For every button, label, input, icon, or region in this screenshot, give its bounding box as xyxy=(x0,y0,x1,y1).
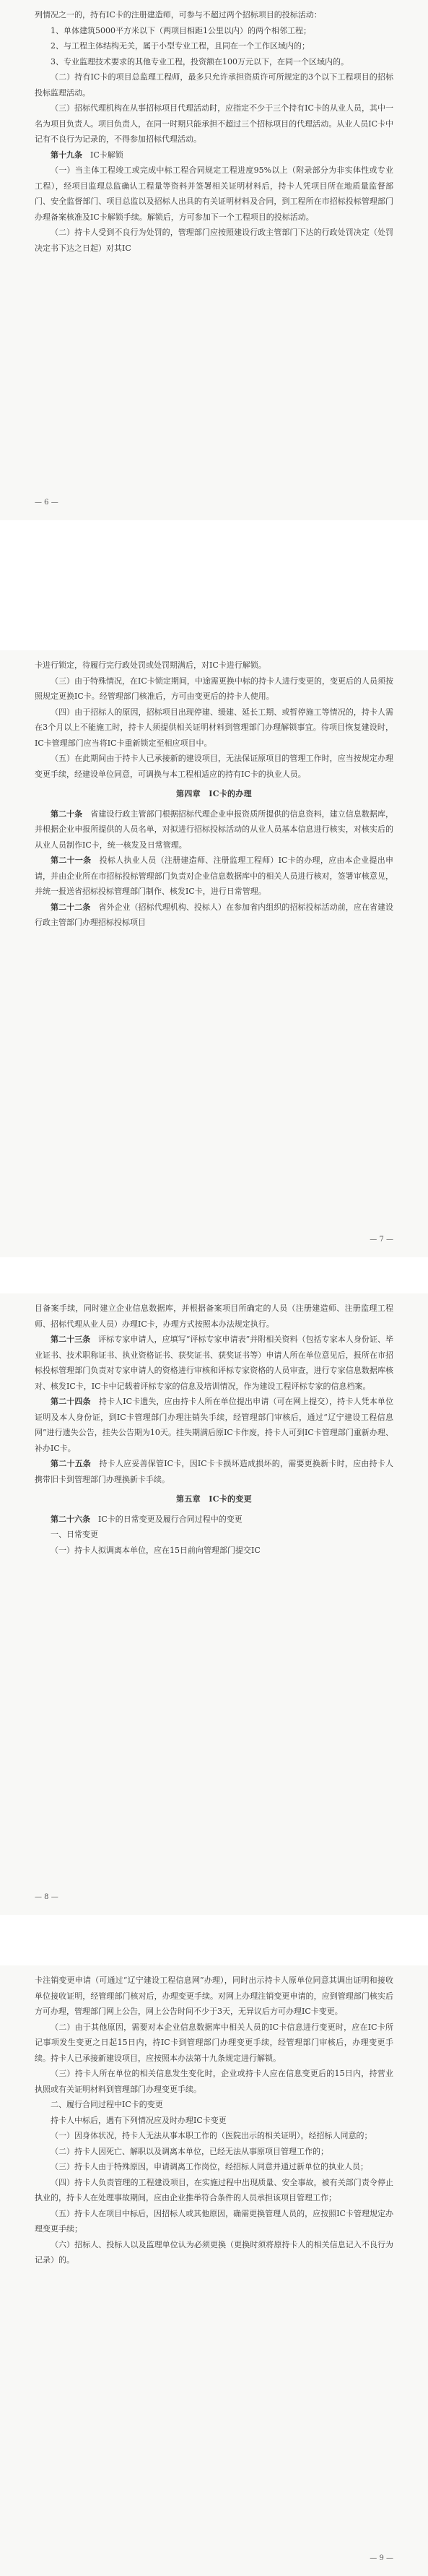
article-number: 第二十五条 xyxy=(51,1459,92,1468)
paragraph-text: IC卡的日常变更及履行合同过程中的变更 xyxy=(98,1514,243,1524)
article-number: 第十九条 xyxy=(51,150,82,160)
paragraph-text: （一）因身体状况，持卡人无法从事本职工作的（医院出示的相关证明），经招标人同意的； xyxy=(51,2131,372,2140)
article-paragraph xyxy=(35,900,393,931)
paragraph-text: 列情况之一的，持有IC卡的注册建造师，可参与不超过两个招标项目的投标活动： xyxy=(35,10,322,20)
paragraph-text: 目备案手续，同时建立企业信息数据库，并根据备案项目所确定的人员（注册建造师、注册监理工程师、招标代理从业人员）办理IC卡，办理方式按照本办法规定执行。 xyxy=(35,1304,393,1329)
paragraph xyxy=(35,7,393,23)
paragraph-text: （六）招标人、投标人以及监理单位认为必须更换（更换时须将原持卡人的相关信息记入不良行为记录）的。 xyxy=(35,2239,393,2265)
page-number: — 8 — xyxy=(35,1892,58,1901)
paragraph xyxy=(35,2097,393,2113)
paragraph xyxy=(35,751,393,782)
paragraph xyxy=(35,2159,393,2175)
paragraph xyxy=(35,2237,393,2268)
paragraph-text: （三）招标代理机构在从事招标项目代理活动时，应指定不少于三个持有IC卡的从业人员，其中一名为项目负责人。项目负责人，在同一时期只能承担不超过三个招标项目的代理活动。从业人员IC卡中记有不良行为记录的，不得参加招标代理活动。 xyxy=(35,103,393,144)
paragraph xyxy=(35,705,393,751)
paragraph xyxy=(35,23,393,39)
paragraph xyxy=(35,673,393,705)
article-number: 第二十一条 xyxy=(51,856,92,865)
document-page xyxy=(0,0,428,520)
paragraph xyxy=(35,658,393,673)
paragraph-text: （三）持卡人所在单位的相关信息发生变化时，企业或持卡人应在信息变更后的15日内，持营业执照或有关证明材料到管理部门办理变更手续。 xyxy=(35,2069,393,2094)
paragraph xyxy=(35,100,393,147)
page-number: — 6 — xyxy=(35,498,58,507)
paragraph-text: （一）当主体工程竣工或完成中标工程合同规定工程进度95%以上（附录部分为非实体性或专业工程），经项目监理总监确认工程量等资料并签署相关证明材料后，持卡人凭项目所在地质量监督部门、安全监督部门、项目总监以及招标人出具的有关证明材料及合同，到工程所在市招标投标管理部门办理备案核准及IC卡解锁手续。解锁后，方可参加下一个工程项目的投标活动。 xyxy=(35,165,393,222)
page-number: — 7 — xyxy=(370,1235,393,1244)
article-number: 第二十三条 xyxy=(51,1335,91,1344)
paragraph xyxy=(35,69,393,100)
page-gap xyxy=(0,1915,428,1965)
document-page xyxy=(0,1293,428,1915)
paragraph xyxy=(35,1543,393,1559)
paragraph xyxy=(35,1527,393,1543)
paragraph xyxy=(35,2020,393,2067)
paragraph xyxy=(35,1973,393,2020)
paragraph xyxy=(35,2113,393,2129)
paragraph-text: （三）持卡人由于特殊原因，申请调离工作岗位，经招标人同意并通过新单位的执业人员； xyxy=(51,2162,368,2171)
paragraph xyxy=(35,2144,393,2160)
paragraph xyxy=(35,54,393,70)
paragraph-text: （五）在此期间由于持卡人已承接新的建设项目，无法保证原项目的管理工作时，应当按规定办理变更手续，经建设单位同意，可调换与本工程相适应的持有IC卡的执业人员。 xyxy=(35,754,393,779)
paragraph xyxy=(35,2206,393,2237)
chapter-heading: 第五章 IC卡的变更 xyxy=(176,1494,252,1504)
article-paragraph xyxy=(35,806,393,853)
page-gap xyxy=(0,520,428,650)
article-number: 第二十六条 xyxy=(51,1514,90,1524)
paragraph-text: 3、专业监理技术要求的其他专业工程，投资额在100万元以下，在同一个区域内的。 xyxy=(51,56,349,66)
paragraph-text: （二）持有IC卡的项目总监理工程师，最多只允许承担资质许可所规定的3个以下工程项目的招标投标监理活动。 xyxy=(35,72,393,98)
article-number: 第二十二条 xyxy=(51,902,91,912)
paragraph xyxy=(35,1301,393,1332)
paragraph xyxy=(35,163,393,225)
paragraph-text: 二、履行合同过程中IC卡的变更 xyxy=(51,2100,163,2109)
paragraph-text: IC卡解锁 xyxy=(90,150,123,160)
article-paragraph xyxy=(35,1512,393,1528)
paragraph-text: （一）持卡人拟调离本单位，应在15日前向管理部门提交IC xyxy=(51,1545,261,1555)
paragraph xyxy=(35,225,393,256)
paragraph-text: 2、与工程主体结构无关，属于小型专业工程，且同在一个工作区域内的； xyxy=(51,41,310,51)
article-paragraph xyxy=(35,853,393,900)
article-paragraph xyxy=(35,1456,393,1487)
article-paragraph xyxy=(35,1332,393,1394)
article-paragraph xyxy=(35,1394,393,1456)
paragraph-text: 评标专家申请人，应填写“评标专家申请表”并附相关资料（包括专家本人身份证、毕业证书、技术职称证书、执业资格证书、获奖证书、获奖证书等）申请人所在单位意见后，报所在市招标投标管理部门负责对专家申请人的资格进行审核和评标专家资格的人员审查，进行专家信息数据库核对、核发IC卡，IC卡中记载着评标专家的信息及培训情况，作为建设工程评标专家的信息档案。 xyxy=(35,1335,394,1391)
paragraph-text: （二）持卡人受到不良行为处罚的，管理部门应按照建设行政主管部门下达的行政处罚决定（处罚决定书下达之日起）对其IC xyxy=(35,228,393,253)
paragraph-text: 持卡人中标后，遇有下列情况应及时办理IC卡变更 xyxy=(51,2115,227,2125)
paragraph xyxy=(35,2066,393,2097)
article-number: 第二十四条 xyxy=(51,1397,91,1406)
paragraph-text: 卡进行锁定，待履行完行政处罚或处罚期满后，对IC卡进行解锁。 xyxy=(35,660,266,670)
paragraph-text: 1、单体建筑5000平方米以下（两项目相距1公里以内）的两个相邻工程； xyxy=(51,25,311,35)
paragraph-text: （三）由于特殊情况，在IC卡锁定期间，中途需更换中标的持卡人进行变更的，变更后的人员须按照规定更换IC卡。经管理部门核准后，方可由变更后的持卡人使用。 xyxy=(35,676,393,701)
paragraph-text: （二）由于其他原因，需要对本企业信息数据库中相关人员的IC卡信息进行变更时，应在IC卡所记事项发生变更之日起15日内，持IC卡到管理部门办理变更手续，经管理部门审核后，办理变更手续。持卡人已承接新建设项目，应按照本办法第十九条规定进行解锁。 xyxy=(35,2022,393,2063)
chapter-heading: 第四章 IC卡的办理 xyxy=(176,789,252,798)
article-number: 第二十条 xyxy=(51,809,83,819)
paragraph-text: 持卡人应妥善保管IC卡，因IC卡卡损坏造成损坏的，需要更换新卡时，应由持卡人携带旧卡到管理部门办理换新卡手续。 xyxy=(35,1459,393,1484)
paragraph-text: （五）持卡人在项目中标后，因招标人或其他原因，确需更换管理人员的，应按照IC卡管理规定办理变更手续； xyxy=(35,2208,393,2233)
page-number: — 9 — xyxy=(370,2554,393,2562)
document-page xyxy=(0,1965,428,2576)
paragraph-text: 持卡人IC卡遗失，应由持卡人所在单位提出申请（可在网上提交），持卡人凭本单位证明及本人身份证，到IC卡管理部门办理注销失手续，经管理部门审核后，通过“辽宁建设工程信息网”进行遗失公告，挂失公告期为10天。挂失期满后原IC卡作废，持卡人可到IC卡管理部门重新办理、补办IC卡。 xyxy=(35,1397,394,1453)
paragraph-text: （四）持卡人负责管理的工程建设项目，在实施过程中出现质量、安全事故，被有关部门责令停止执业的，持卡人在处理事故期间，应由企业推举符合条件的人员承担该项目管理工作； xyxy=(35,2177,393,2202)
page-gap xyxy=(0,1257,428,1293)
paragraph-text: （四）由于招标人的原因，招标项目出现停建、缓建、延长工期、或暂停施工等情况的，持卡人需在3个月以上不能施工时，持卡人须提供相关证明材料到管理部门办理解锁事宜。待项目恢复建设时，IC卡管理部门应当将IC卡重新锁定至相应项目中。 xyxy=(35,707,393,748)
paragraph-text: （二）持卡人因死亡、解职以及调离本单位，已经无法从事原项目管理工作的； xyxy=(51,2146,328,2156)
paragraph xyxy=(35,38,393,54)
paragraph xyxy=(35,2175,393,2206)
document-page xyxy=(0,650,428,1257)
paragraph-text: 投标人执业人员（注册建造师、注册监理工程师）IC卡的办理，应由本企业提出申请，并由企业所在市招标投标管理部门负责对企业信息数据库中的相关人员进行核对，签署审核意见，并统一报送省招标投标管理部门制作、核发IC卡，进行日常管理。 xyxy=(35,856,394,896)
article-paragraph xyxy=(35,147,393,163)
paragraph-text: 一、日常变更 xyxy=(51,1530,98,1539)
paragraph-text: 省外企业（招标代理机构、投标人）在参加省内组织的招标投标活动前，应在省建设行政主管部门办理招标投标项目 xyxy=(35,902,394,927)
paragraph-text: 卡注销变更申请（可通过“辽宁建设工程信息网”办理），同时出示持卡人原单位同意其调出证明和接收单位接收证明，经管理部门核对后，办理变更手续。对网上办理注销变更申请的，应到管理部门核实后方可办理，管理部门网上公告，网上公告时间不少于3天，无异议后方可办理IC卡变更。 xyxy=(35,1976,393,2016)
paragraph xyxy=(35,2128,393,2144)
paragraph-text: 省建设行政主管部门根据招标代理企业申报资质所提供的信息资料，建立信息数据库，并根据企业申报所提供的人员名单，对拟进行招标投标活动的从业人员基本信息进行核实，对核实后的从业人员制作IC卡，统一核发及日常管理。 xyxy=(35,809,394,850)
